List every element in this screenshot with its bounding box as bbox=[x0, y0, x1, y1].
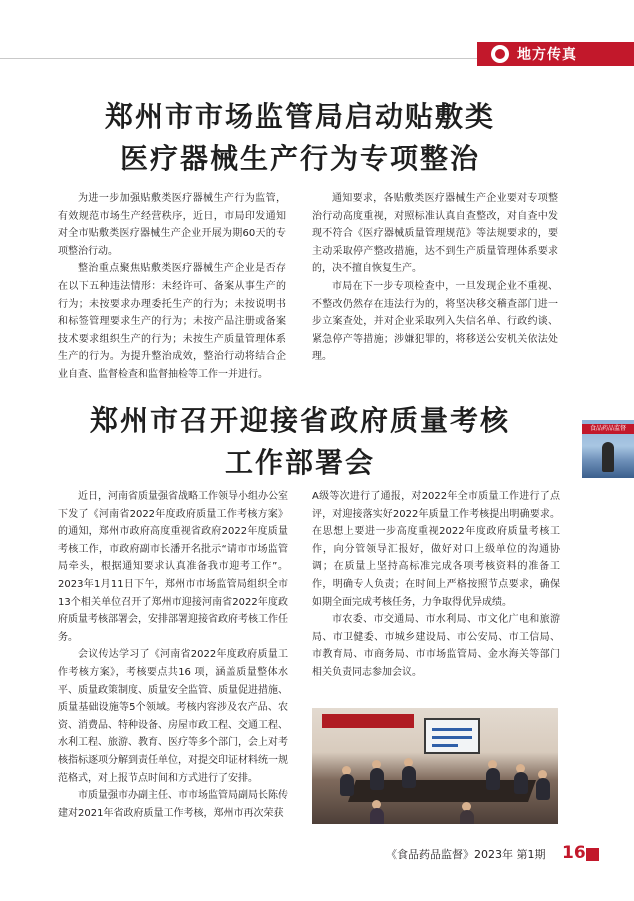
article1-title bbox=[0, 96, 600, 180]
section-label: 地方传真 bbox=[517, 47, 577, 63]
page-marker bbox=[586, 848, 599, 861]
party-emblem-icon bbox=[491, 45, 509, 63]
article2-left-column bbox=[58, 488, 288, 822]
paragraph: 市局在下一步专项检查中，一旦发现企业不重视、不整改仍然存在违法行为的，将坚决移交稽查部门进一步立案查处，并对企业采取列入失信名单、行政约谈、紧急停产等措施；涉嫌犯罪的，将移送公安机关依法处理。 bbox=[312, 280, 558, 363]
journal-footer: 《食品药品监督》2023年 第1期 bbox=[386, 848, 546, 861]
article1-right-column bbox=[312, 190, 558, 366]
paragraph: 近日，河南省质量强省战略工作领导小组办公室下发了《河南省2022年度政府质量工作考核方案》的通知，郑州市政府高度重视省政府2022年度质量考核工作，市政府副市长潘开名批示“请市市场监管局牵头，根据通知要求认真准备我市迎考工作”。2023年1月11日下午，郑州市市场监管局组织全市13个相关单位召开了郑州市迎接河南省2022年度政府质量考核部署会，安排部署迎接省政府考核工作任务。 bbox=[58, 491, 288, 643]
paragraph: 市质量强市办副主任、市市场监管局副局长陈传建对2021年省政府质量工作考核，郑州市再次荣获 bbox=[58, 790, 288, 819]
paragraph: A级等次进行了通报，对2022年全市质量工作进行了点评，对迎接落实好2022年质量工作考核提出明确要求。在思想上要进一步高度重视2022年度政府质量考核工作，向分管领导汇报好，做好对口上级单位的沟通协调；在质量上坚持高标准完成各项考核资料的准备工作，明确专人负责；在时间上严格按照节点要求，确保如期全面完成考核任务，力争取得优异成绩。 bbox=[312, 491, 560, 608]
article2-right-column bbox=[312, 488, 560, 682]
paragraph: 通知要求，各贴敷类医疗器械生产企业要对专项整治行动高度重视，对照标准认真自查整改，对自查中发现不符合《医疗器械质量管理规范》等法规要求的，要主动采取停产整改措施，达不到生产质量管理体系要求的，决不擅自恢复生产。 bbox=[312, 193, 558, 275]
article2-title-line: 工作部署会 bbox=[224, 446, 375, 479]
article1-title-line: 郑州市市场监管局启动贴敷类 bbox=[104, 100, 495, 133]
article1-title-line: 医疗器械生产行为专项整治 bbox=[119, 142, 480, 175]
paragraph: 会议传达学习了《河南省2022年度政府质量工作考核方案》，考核要点共16 项，涵盖质量整体水平、质量政策制度、质量安全监管、质量促进措施、质量基础设施等5个领域。考核内容涉及农产品、农资、消费品、特种设备、房屋市政工程、交通工程、水利工程、旅游、教育、医疗等多个部门，会上对考核指标逐项分解到责任单位，对提交印证材料统一规范格式，对上报节点时间和方式进行了安排。 bbox=[58, 649, 288, 784]
section-badge bbox=[477, 42, 634, 66]
side-thumbnail-caption: 食品药品监督 bbox=[582, 424, 634, 434]
article2-title-line: 郑州市召开迎接省政府质量考核 bbox=[89, 404, 510, 437]
paragraph: 为进一步加强贴敷类医疗器械生产行为监管，有效规范市场生产经营秩序，近日，市局印发通知对全市贴敷类医疗器械生产企业开展为期60天的专项整治行动。 bbox=[58, 193, 286, 257]
article2-title bbox=[0, 400, 600, 484]
paragraph: 整治重点聚焦贴敷类医疗器械生产企业是否存在以下五种违法情形：未经许可、备案从事生产的行为；未按要求办理委托生产的行为；未按说明书和标签管理要求生产的行为；未按产品注册或备案技术要求组织生产的行为；未按生产质量管理体系生产的行为。为提升整治成效，整治行动将结合企业自查、监督检查和监督抽检等工作一并进行。 bbox=[58, 263, 286, 380]
page-number: 16 bbox=[562, 843, 586, 863]
article1-left-column bbox=[58, 190, 286, 384]
meeting-photo bbox=[312, 708, 558, 824]
paragraph: 市农委、市交通局、市水利局、市文化广电和旅游局、市卫健委、市城乡建设局、市公安局、市工信局、市教育局、市商务局、市市场监管局、金水海关等部门相关负责同志参加会议。 bbox=[312, 614, 560, 678]
